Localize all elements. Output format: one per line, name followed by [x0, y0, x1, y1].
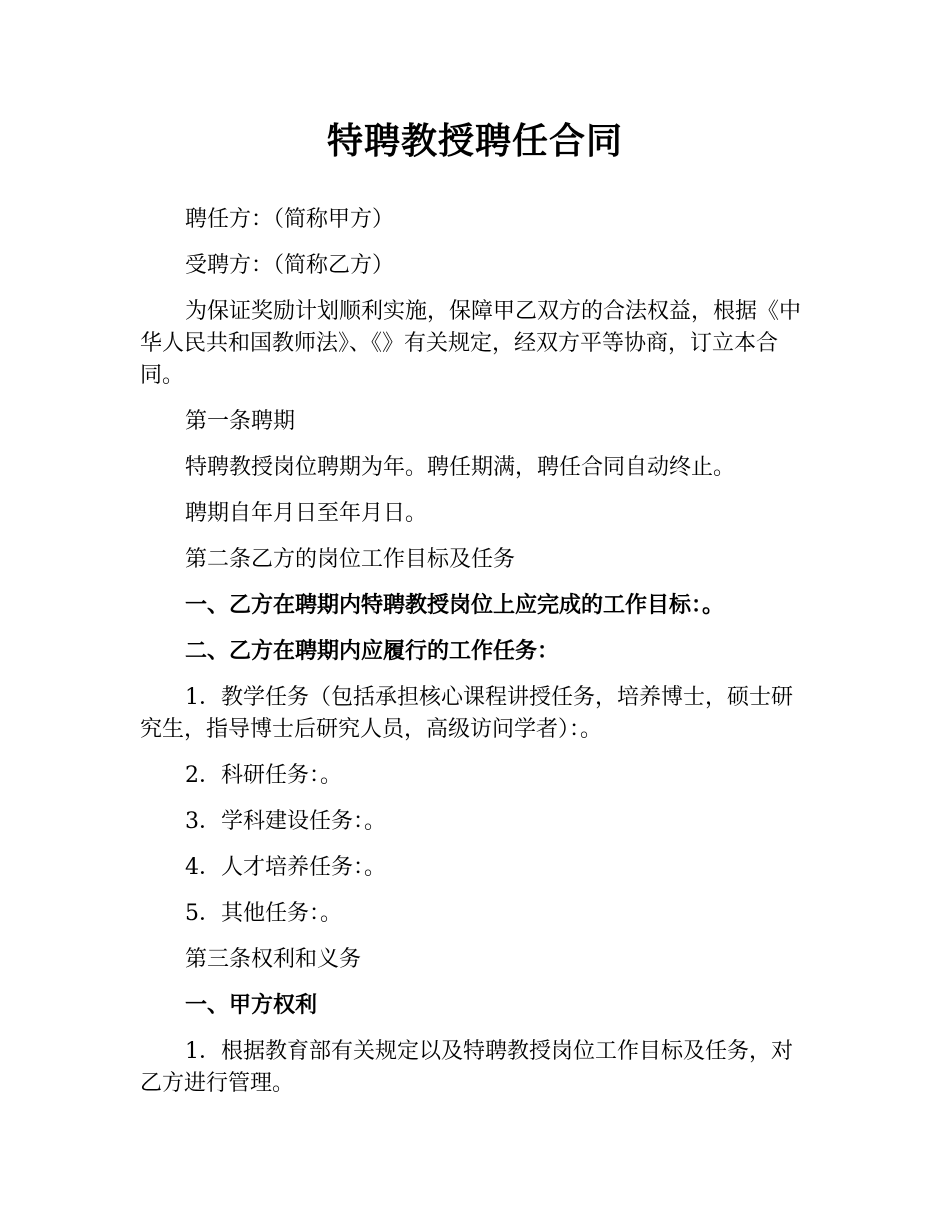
- article-2-section-2: 二、乙方在聘期内应履行的工作任务：: [185, 639, 560, 664]
- task-item-discipline: 3．学科建设任务：。: [185, 809, 386, 834]
- paragraph-preamble: 为保证奖励计划顺利实施，保障甲乙双方的合法权益，根据《中华人民共和国教师法》、《》有关规定，经双方平等协商，订立本合同。: [140, 299, 802, 388]
- article-2-heading: 第二条乙方的岗位工作目标及任务: [185, 547, 516, 572]
- task-item-teaching: 1．教学任务（包括承担核心课程讲授任务，培养博士，硕士研究生，指导博士后研究人员，高级访问学者）：。: [140, 685, 793, 742]
- task-item-talent: 4．人才培养任务：。: [185, 855, 386, 880]
- paragraph-employee: 受聘方：（简称乙方）: [185, 253, 395, 278]
- paragraph-employer: 聘任方：（简称甲方）: [185, 207, 395, 232]
- article-3-section-1: 一、甲方权利: [185, 993, 318, 1018]
- article-1-term: 特聘教授岗位聘期为年。聘任期满，聘任合同自动终止。: [185, 455, 736, 480]
- article-1-dates: 聘期自年月日至年月日。: [185, 501, 428, 526]
- document-body: [140, 204, 812, 1114]
- task-item-other: 5．其他任务：。: [185, 901, 342, 926]
- article-2-section-1: 一、乙方在聘期内特聘教授岗位上应完成的工作目标：。: [185, 593, 725, 618]
- article-3-heading: 第三条权利和义务: [185, 947, 362, 972]
- document-title: 特聘教授聘任合同: [326, 121, 623, 162]
- task-item-research: 2．科研任务：。: [185, 763, 342, 788]
- article-1-heading: 第一条聘期: [185, 409, 296, 434]
- employer-right-item-1: 1．根据教育部有关规定以及特聘教授岗位工作目标及任务，对乙方进行管理。: [140, 1039, 793, 1096]
